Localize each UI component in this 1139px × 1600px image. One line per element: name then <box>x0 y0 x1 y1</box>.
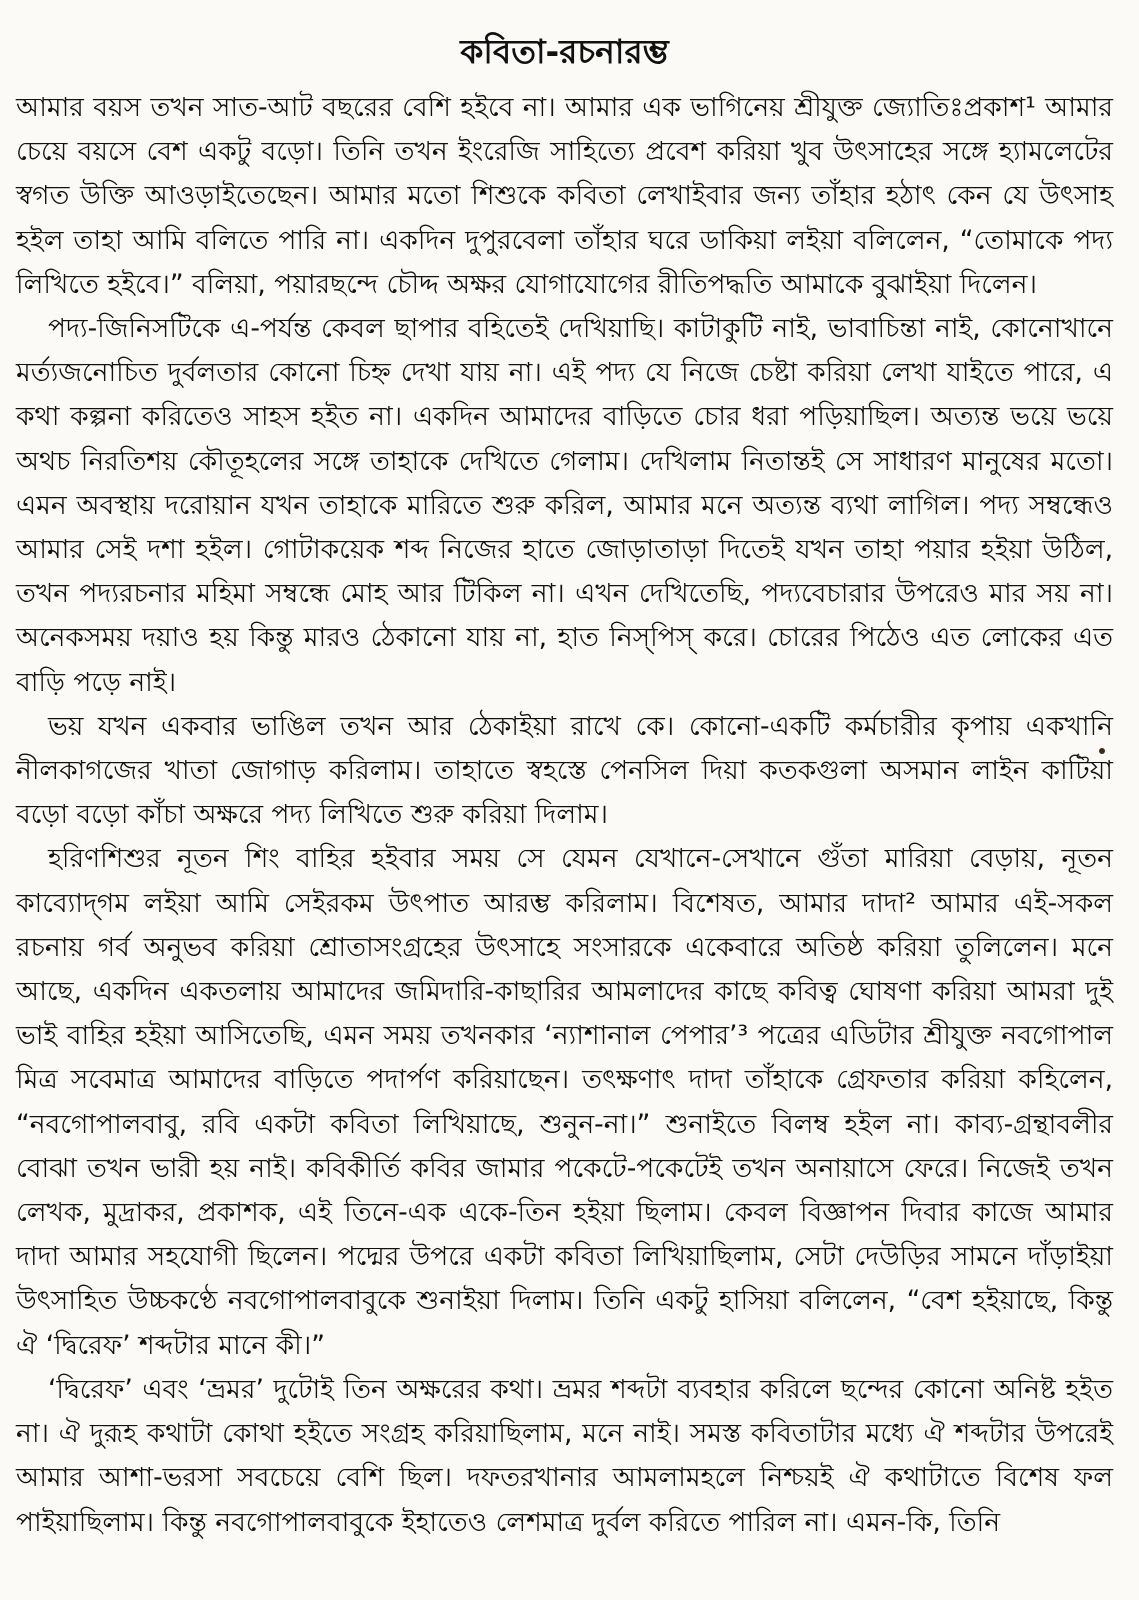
paragraph-2: পদ্য-জিনিসটিকে এ-পর্যন্ত কেবল ছাপার বহিতেই দেখিয়াছি। কাটাকুটি নাই, ভাবাচিন্তা নাই, কোনোখানে মর্ত্যজনোচিত দুর্বলতার কোনো চিহ্ন দেখা যায় না। এই পদ্য যে নিজে চেষ্টা করিয়া লেখা যাইতে পারে, এ কথা কল্পনা করিতেও সাহস হইত না। একদিন আমাদের বাড়িতে চোর ধরা পড়িয়াছিল। অত্যন্ত ভয়ে ভয়ে অথচ নিরতিশয় কৌতূহলের সঙ্গে তাহাকে দেখিতে গেলাম। দেখিলাম নিতান্তই সে সাধারণ মানুষের মতো। এমন অবস্থায় দরোয়ান যখন তাহাকে মারিতে শুরু করিল, আমার মনে অত্যন্ত ব্যথা লাগিল। পদ্য সম্বন্ধেও আমার সেই দশা হইল। গোটাকয়েক শব্দ নিজের হাতে জোড়াতাড়া দিতেই যখন তাহা পয়ার হইয়া উঠিল, তখন পদ্যরচনার মহিমা সম্বন্ধে মোহ আর টিকিল না। এখন দেখিতেছি, পদ্যবেচারার উপরেও মার সয় না। অনেকসময় দয়াও হয় কিন্তু মারও ঠেকানো যায় না, হাত নিস্‌পিস্ করে। চোরের পিঠেও এত লোকের এত বাড়ি পড়ে নাই। <box>16 313 1113 698</box>
paragraph-5: ‘দ্বিরেফ’ এবং ‘ভ্রমর’ দুটোই তিন অক্ষরের কথা। ভ্রমর শব্দটা ব্যবহার করিলে ছন্দের কোনো অনিষ্ট হইত না। ঐ দুরূহ কথাটা কোথা হইতে সংগ্রহ করিয়াছিলাম, মনে নাই। সমস্ত কবিতাটার মধ্যে ঐ শব্দটার উপরেই আমার আশা-ভরসা সবচেয়ে বেশি ছিল। দফতরখানার আমলামহলে নিশ্চয়ই ঐ কথাটাতে বিশেষ ফল পাইয়াছিলাম। কিন্তু নবগোপালবাবুকে ইহাতেও লেশমাত্র দুর্বল করিতে পারিল না। এমন-কি, তিনি <box>16 1373 1113 1538</box>
ink-speck <box>1099 748 1105 754</box>
paragraph-4: হরিণশিশুর নূতন শিং বাহির হইবার সময় সে যেমন যেখানে-সেখানে গুঁতা মারিয়া বেড়ায়, নূতন কাব্যোদ্‌গম লইয়া আমি সেইরকম উৎপাত আরম্ভ করিলাম। বিশেষত, আমার দাদা² আমার এই-সকল রচনায় গর্ব অনুভব করিয়া শ্রোতাসংগ্রহের উৎসাহে সংসারকে একেবারে অতিষ্ঠ করিয়া তুলিলেন। মনে আছে, একদিন একতলায় আমাদের জমিদারি-কাছারির আমলাদের কাছে কবিত্ব ঘোষণা করিয়া আমরা দুই ভাই বাহির হইয়া আসিতেছি, এমন সময় তখনকার ‘ন্যাশানাল পেপার’³ পত্রের এডিটার শ্রীযুক্ত নবগোপাল মিত্র সবেমাত্র আমাদের বাড়িতে পদার্পণ করিয়াছেন। তৎক্ষণাৎ দাদা তাঁহাকে গ্রেফতার করিয়া কহিলেন, “নবগোপালবাবু, রবি একটা কবিতা লিখিয়াছে, শুনুন-না।” শুনাইতে বিলম্ব হইল না। কাব্য-গ্রন্থাবলীর বোঝা তখন ভারী হয় নাই। কবিকীর্তি কবির জামার পকেটে-পকেটেই তখন অনায়াসে ফেরে। নিজেই তখন লেখক, মুদ্রাকর, প্রকাশক, এই তিনে-এক একে-তিন হইয়া ছিলাম। কেবল বিজ্ঞাপন দিবার কাজে আমার দাদা আমার সহযোগী ছিলেন। পদ্মের উপরে একটা কবিতা লিখিয়াছিলাম, সেটা দেউড়ির সামনে দাঁড়াইয়া উৎসাহিত উচ্চকণ্ঠে নবগোপালবাবুকে শুনাইয়া দিলাম। তিনি একটু হাসিয়া বলিলেন, “বেশ হইয়াছে, কিন্তু ঐ ‘দ্বিরেফ’ শব্দটার মানে কী।” <box>16 843 1113 1361</box>
paragraph-3: ভয় যখন একবার ভাঙিল তখন আর ঠেকাইয়া রাখে কে। কোনো-একটি কর্মচারীর কৃপায় একখানি নীলকাগজের খাতা জোগাড় করিলাম। তাহাতে স্বহস্তে পেনসিল দিয়া কতকগুলা অসমান লাইন কাটিয়া বড়ো বড়ো কাঁচা অক্ষরে পদ্য লিখিতে শুরু করিয়া দিলাম। <box>16 710 1113 831</box>
paragraph-1: আমার বয়স তখন সাত-আট বছরের বেশি হইবে না। আমার এক ভাগিনেয় শ্রীযুক্ত জ্যোতিঃপ্রকাশ¹ আমার চেয়ে বয়সে বেশ একটু বড়ো। তিনি তখন ইংরেজি সাহিত্যে প্রবেশ করিয়া খুব উৎসাহের সঙ্গে হ্যামলেটের স্বগত উক্তি আওড়াইতেছেন। আমার মতো শিশুকে কবিতা লেখাইবার জন্য তাঁহার হঠাৎ কেন যে উৎসাহ হইল তাহা আমি বলিতে পারি না। একদিন দুপুরবেলা তাঁহার ঘরে ডাকিয়া লইয়া বলিলেন, “তোমাকে পদ্য লিখিতে হইবে।” বলিয়া, পয়ারছন্দে চৌদ্দ অক্ষর যোগাযোগের রীতিপদ্ধতি আমাকে বুঝাইয়া দিলেন। <box>16 92 1113 300</box>
body-text <box>16 86 1113 1545</box>
page-title: কবিতা-রচনারম্ভ <box>460 32 669 71</box>
